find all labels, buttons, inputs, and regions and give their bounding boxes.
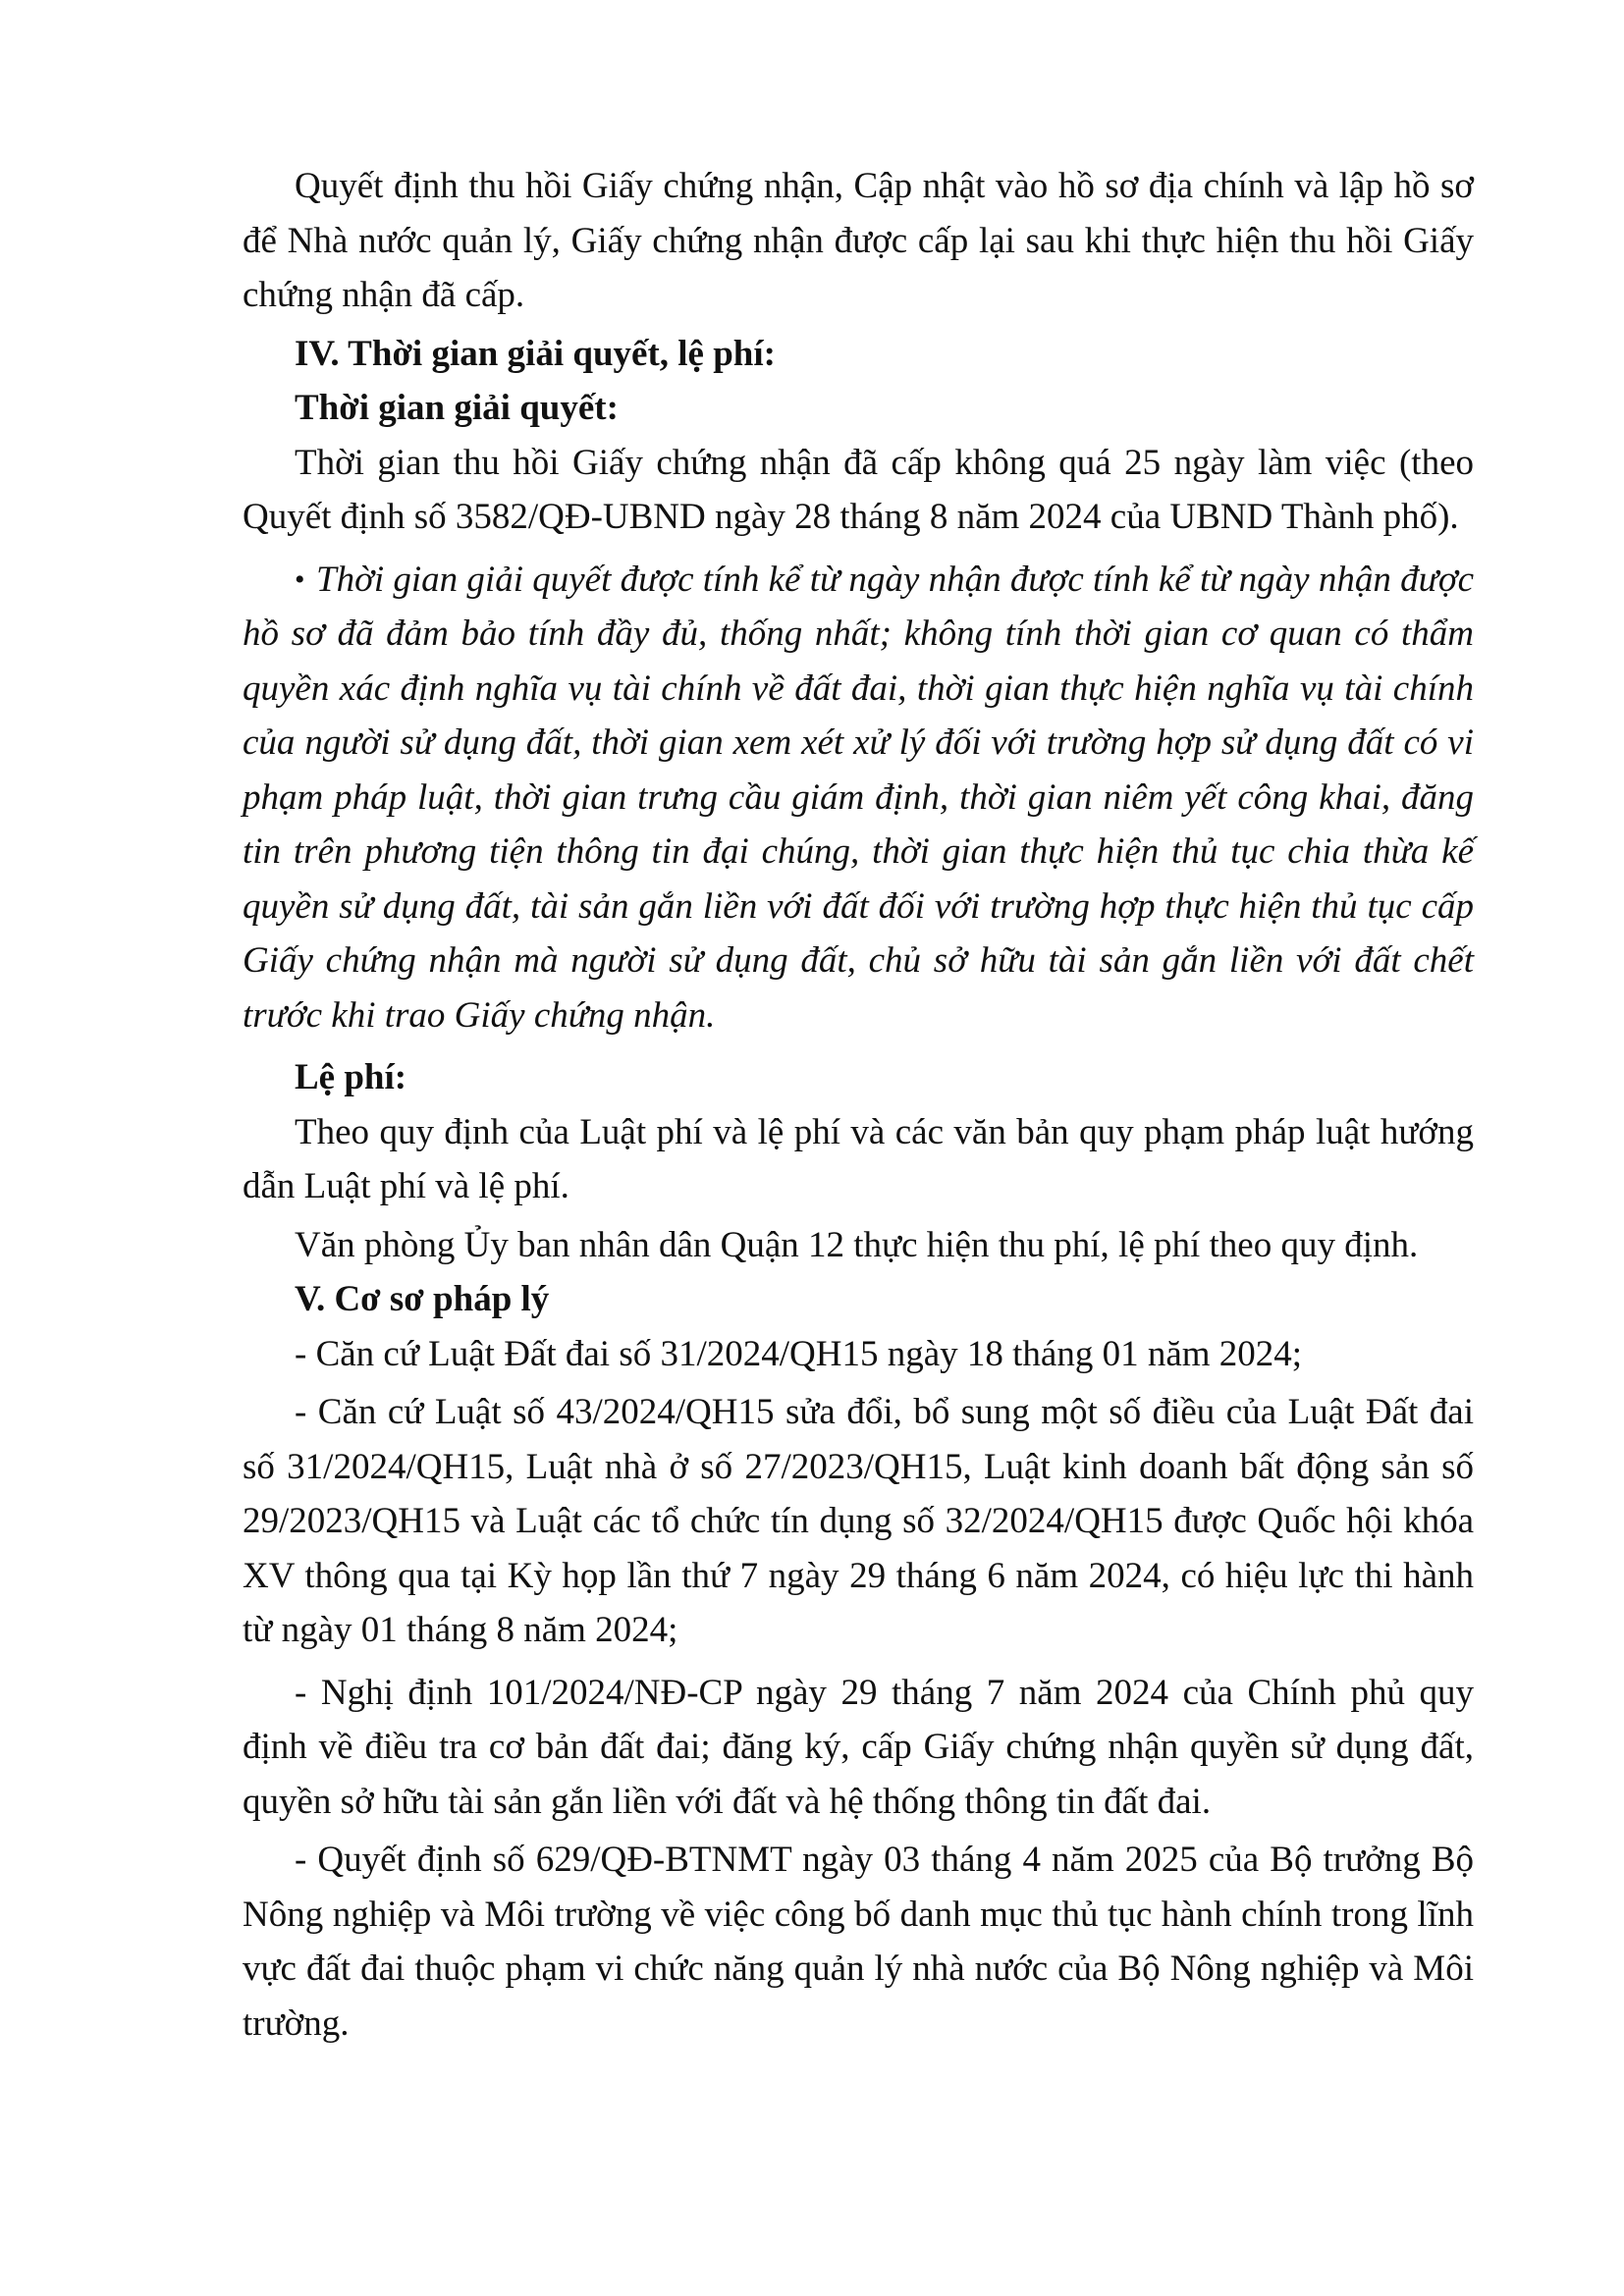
bullet-icon: • — [295, 562, 305, 596]
fee-text-2: Văn phòng Ủy ban nhân dân Quận 12 thực hiện thu phí, lệ phí theo quy định. — [295, 1224, 1419, 1265]
processing-time-note — [243, 553, 1474, 1043]
processing-time-note-text: Thời gian giải quyết được tính kể từ ngày nhận được tính kể từ ngày nhận được hồ sơ đã đảm bảo tính đầy đủ, thống nhất; không tính thời gian cơ quan có thẩm quyền xác định nghĩa vụ tài chính về đất đai, thời gian thực hiện nghĩa vụ tài chính của người sử dụng đất, thời gian xem xét xử lý đối với trường hợp sử dụng đất có vi phạm pháp luật, thời gian trưng cầu giám định, thời gian niêm yết công khai, đăng tin trên phương tiện thông tin đại chúng, thời gian thực hiện thủ tục chia thừa kế quyền sử dụng đất, tài sản gắn liền với đất đối với trường hợp thực hiện thủ tục cấp Giấy chứng nhận mà người sử dụng đất, chủ sở hữu tài sản gắn liền với đất chết trước khi trao Giấy chứng nhận. — [243, 559, 1474, 1036]
fee-heading: Lệ phí: — [295, 1057, 407, 1097]
intro-paragraph: Quyết định thu hồi Giấy chứng nhận, Cập nhật vào hồ sơ địa chính và lập hồ sơ để Nhà nước quản lý, Giấy chứng nhận được cấp lại sau khi thực hiện thu hồi Giấy chứng nhận đã cấp. — [243, 166, 1474, 315]
fee-text-1: Theo quy định của Luật phí và lệ phí và các văn bản quy phạm pháp luật hướng dẫn Luật phí và lệ phí. — [243, 1111, 1474, 1206]
processing-time-text: Thời gian thu hồi Giấy chứng nhận đã cấp không quá 25 ngày làm việc (theo Quyết định số 3582/QĐ-UBND ngày 28 tháng 8 năm 2024 của UBND Thành phố). — [243, 442, 1474, 537]
document-body — [243, 159, 1474, 2051]
legal-basis-item-2: - Căn cứ Luật số 43/2024/QH15 sửa đổi, bổ sung một số điều của Luật Đất đai số 31/2024/QH15, Luật nhà ở số 27/2023/QH15, Luật kinh doanh bất động sản số 29/2023/QH15 và Luật các tổ chức tín dụng số 32/2024/QH15 được Quốc hội khóa XV thông qua tại Kỳ họp lần thứ 7 ngày 29 tháng 6 năm 2024, có hiệu lực thi hành từ ngày 01 tháng 8 năm 2024; — [243, 1392, 1474, 1650]
legal-basis-item-1: - Căn cứ Luật Đất đai số 31/2024/QH15 ngày 18 tháng 01 năm 2024; — [295, 1333, 1303, 1374]
processing-time-heading: Thời gian giải quyết: — [295, 388, 619, 428]
legal-basis-item-4: - Quyết định số 629/QĐ-BTNMT ngày 03 tháng 4 năm 2025 của Bộ trưởng Bộ Nông nghiệp và Môi trường về việc công bố danh mục thủ tục hành chính trong lĩnh vực đất đai thuộc phạm vi chức năng quản lý nhà nước của Bộ Nông nghiệp và Môi trường. — [243, 1840, 1474, 2044]
legal-basis-item-3: - Nghị định 101/2024/NĐ-CP ngày 29 tháng 7 năm 2024 của Chính phủ quy định về điều tra cơ bản đất đai; đăng ký, cấp Giấy chứng nhận quyền sử dụng đất, quyền sở hữu tài sản gắn liền với đất và hệ thống thông tin đất đai. — [243, 1672, 1474, 1822]
section-4-heading: IV. Thời gian giải quyết, lệ phí: — [295, 333, 776, 374]
section-5-heading: V. Cơ sơ pháp lý — [295, 1279, 550, 1319]
